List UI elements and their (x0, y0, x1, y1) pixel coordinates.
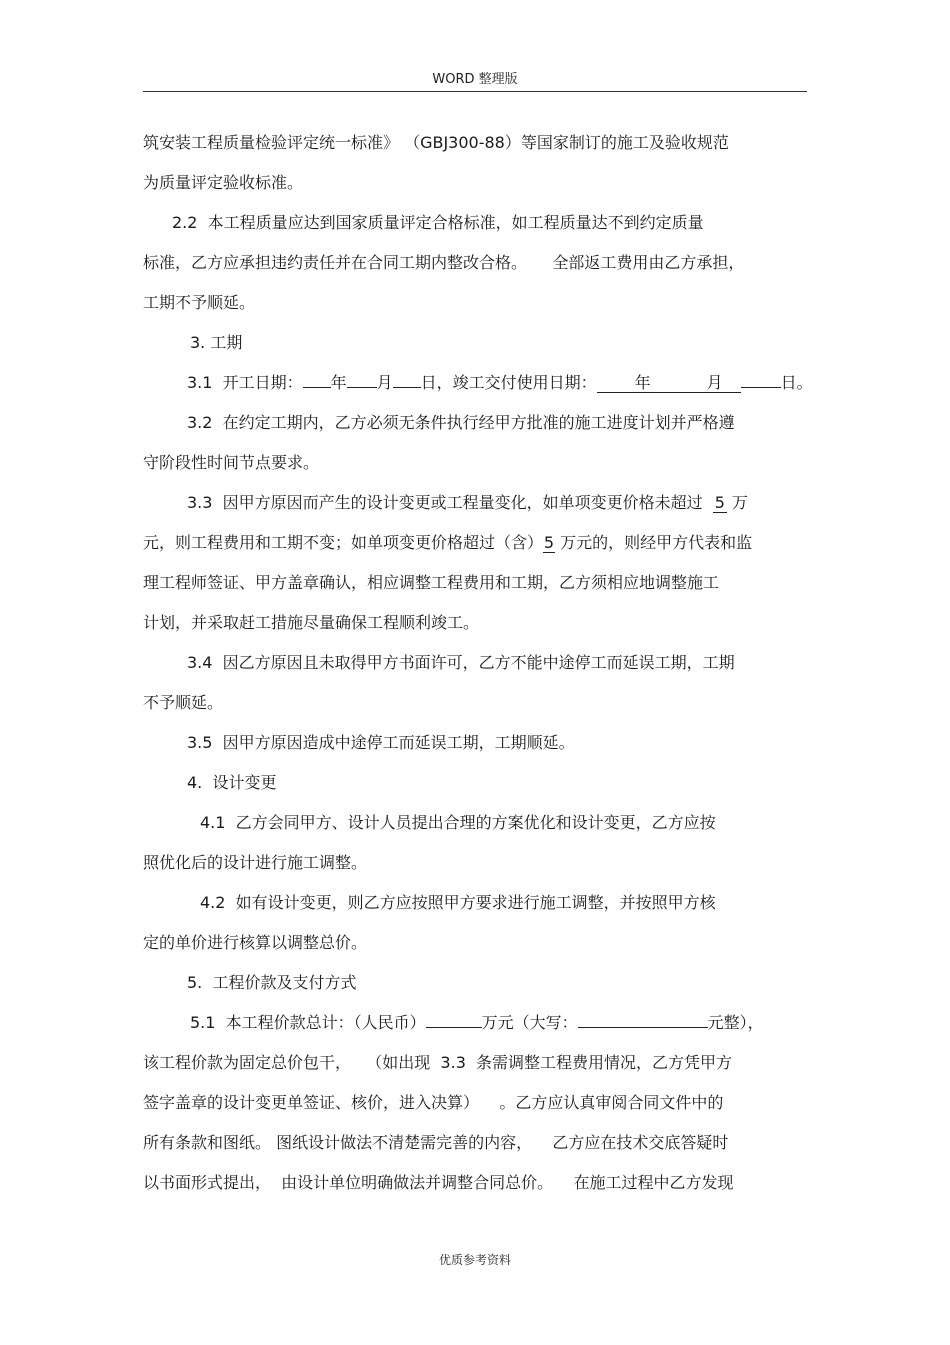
text-line: 不予顺延。 (143, 693, 224, 712)
start-year-blank (303, 387, 331, 388)
text-line: 标准，乙方应承担违约责任并在合同工期内整改合格。 全部返工费用由乙方承担， (143, 253, 745, 272)
amount-underline: 5 (543, 533, 555, 552)
text-line: 元，则工程费用和工期不变；如单项变更价格超过（含）5 万元的，则经甲方代表和监 (143, 533, 753, 552)
amount-underline: 5 (714, 493, 725, 512)
text-line: 4.1 乙方会同甲方、设计人员提出合理的方案优化和设计变更，乙方应按 (200, 813, 716, 832)
text-line: 理工程师签证、甲方盖章确认，相应调整工程费用和工期，乙方须相应地调整施工 (143, 573, 720, 592)
end-day-blank (741, 387, 781, 388)
text-line: 照优化后的设计进行施工调整。 (143, 853, 368, 872)
text-line: 以书面形式提出， 由设计单位明确做法并调整合同总价。 在施工过程中乙方发现 (143, 1173, 734, 1192)
header-divider (143, 91, 807, 92)
text-line: 3.4 因乙方原因且未取得甲方书面许可，乙方不能中途停工而延误工期，工期 (187, 653, 735, 672)
section-heading: 4. 设计变更 (187, 773, 277, 792)
text-line: 3.3 因甲方原因而产生的设计变更或工程量变化，如单项变更价格未超过 5 万 (187, 493, 748, 512)
end-month-blank: 月 (689, 374, 741, 393)
text-line: 3.2 在约定工期内，乙方必须无条件执行经甲方批准的施工进度计划并严格遵 (187, 413, 735, 432)
text-line: 计划，并采取赶工措施尽量确保工程顺利竣工。 (143, 613, 480, 632)
text-line: 5.1 本工程价款总计：（人民币） 万元（大写： 元整）， (190, 1013, 764, 1032)
text-line: 筑安装工程质量检验评定统一标准》 （GBJ300-88）等国家制订的施工及验收规范 (143, 133, 729, 152)
amount-in-words-blank (578, 1027, 708, 1028)
text-line: 该工程价款为固定总价包干， （如出现 3.3 条需调整工程费用情况，乙方凭甲方 (143, 1053, 733, 1072)
start-day-blank (393, 387, 421, 388)
section-heading: 5. 工程价款及支付方式 (187, 973, 357, 992)
text-line: 签字盖章的设计变更单签证、核价，进入决算） 。乙方应认真审阅合同文件中的 (143, 1093, 724, 1112)
text-line: 工期不予顺延。 (143, 293, 256, 312)
text-line: 3.5 因甲方原因造成中途停工而延误工期，工期顺延。 (187, 733, 575, 752)
end-year-blank: 年 (597, 374, 689, 393)
text-line: 2.2 本工程质量应达到国家质量评定合格标准，如工程质量达不到约定质量 (172, 213, 704, 232)
text-line: 为质量评定验收标准。 (143, 173, 304, 192)
page-header: WORD 整理版 (432, 72, 518, 87)
text-line: 4.2 如有设计变更，则乙方应按照甲方要求进行施工调整，并按照甲方核 (200, 893, 716, 912)
text-line: 守阶段性时间节点要求。 (143, 453, 320, 472)
text-line: 所有条款和图纸。 图纸设计做法不清楚需完善的内容， 乙方应在技术交底答疑时 (143, 1133, 729, 1152)
amount-blank (426, 1027, 482, 1028)
section-heading: 3. 工期 (190, 333, 243, 352)
page-footer: 优质参考资料 (438, 1253, 511, 1267)
start-month-blank (347, 387, 377, 388)
text-line-dates: 3.1 开工日期： 年 月 日，竣工交付使用日期： 年 月 日。 (187, 373, 813, 392)
text-line: 定的单价进行核算以调整总价。 (143, 933, 368, 952)
